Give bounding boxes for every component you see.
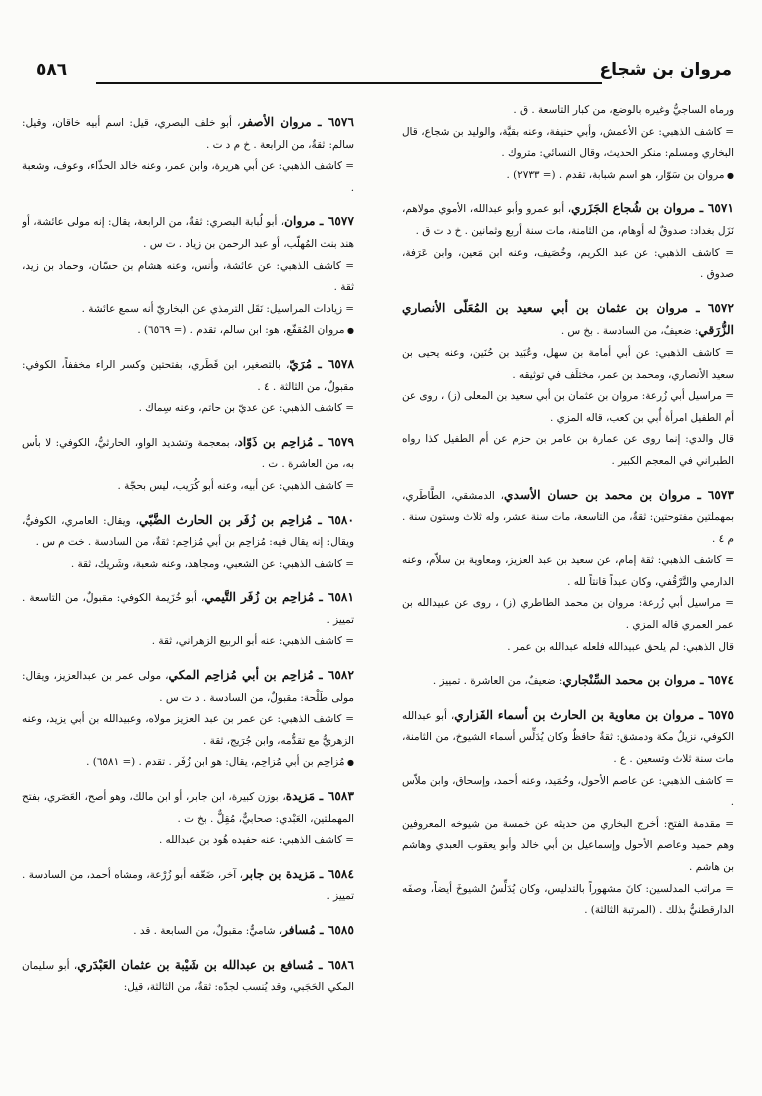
entry-heading: ٦٥٨٠ ـ مُزاحِم بن زُفَر بن الحارث الضَّبّي — [138, 512, 354, 527]
entry-heading: ٦٥٧٩ ـ مُزاحِم بن ذَوّاد — [237, 434, 354, 449]
entry-text: : ضعيفٌ، من العاشرة . تمييز . — [432, 675, 563, 688]
entry-heading: ٦٥٨٤ ـ مَزيدة بن جابر — [243, 866, 354, 881]
right-column — [402, 100, 734, 1080]
biography-entry — [22, 920, 354, 943]
entry-text: مُزاحِم بن أبي مُزاحِم، يقال: هو ابن زُفَر . تقدم . (= ٦٥٨١) . — [86, 756, 345, 769]
entry-heading: ٦٥٨١ ـ مُزاحِم بن زُفَر التَّيمي — [204, 590, 354, 605]
entry-note — [22, 256, 354, 299]
entry-text: ، مولى عمر بن عبدالعزيز، ويقال: مولى طَلْحة: مقبولٌ، من السادسة . د ت س . — [22, 670, 354, 704]
entry-text: = كاشف الذهبي: عن عاصم الأحول، وحُمَيد، وعنه أحمد، وإسحاق، وابن ملاّس . — [402, 774, 734, 809]
cross-reference — [22, 320, 354, 342]
biography-entry — [22, 211, 354, 255]
entry-text: ، بمعجمة وتشديد الواو، الحارثيُّ، الكوفي: لا بأس به، من العاشرة . ت . — [22, 436, 354, 471]
entry-note — [22, 554, 354, 576]
entry-text: = كاشف الذهبي: عن أبيه، وعنه أبو كُرَيب، ليس بحجّة . — [117, 479, 354, 492]
entry-text: مروان بن سَوّار، هو اسم شبابة، تقدم . (= ٢٧٣٣) . — [506, 168, 725, 181]
entry-text: ، أبو عمرو وأبو عبدالله، الأموي مولاهم، نَزَل بغداد: صدوقٌ له أوهام، من الثامنة، مات سنة أربع وثمانين . خ د ت ق . — [402, 203, 734, 237]
entry-heading: ٦٥٨٥ ـ مُسافر — [282, 923, 354, 937]
entry-note — [402, 386, 734, 429]
entry-note — [402, 879, 734, 922]
entry-text: ، الدمشقي، الطَّاطَري، بمهملتين مفتوحتين: ثقةٌ، من التاسعة، مات سنة عشر، وله ثلاث وستون سنة . م ٤ . — [402, 489, 734, 545]
entry-text: = زيادات المراسيل: نَقَل الترمذي عن البخاريّ أنه سمع عائشة . — [81, 302, 354, 315]
header-rule — [96, 82, 602, 84]
entry-heading: ٦٥٧٢ ـ مروان بن عثمان بن أبي سعيد بن المُعَلّى الأنصاري الزُّرَقي — [402, 300, 734, 338]
entry-text: = كاشف الذهبي: عن الأعمش، وأبي حنيفة، وعنه بقيَّة، والوليد بن شجاع، قال البخاري ومسلم: منكر الحديث، وقال النسائي: متروك . — [402, 125, 734, 160]
entry-note — [22, 156, 354, 199]
biography-entry — [402, 198, 734, 242]
entry-text: = كاشف الذهبي: عن أبي هريرة، وابن عمر، وعنه خالد الحذّاء، وعوف، وشعبة . — [22, 160, 354, 194]
left-column — [22, 100, 354, 1080]
entry-text: = كاشف الذهبي: عن عبد الكريم، وخُصَيف، وعنه ابن مَعين، وابن عَرَفة، صدوق . — [402, 246, 734, 281]
entry-note — [402, 814, 734, 879]
entry-note — [402, 771, 734, 814]
entry-text: ورماه الساجيُّ وغيره بالوضع، من كبار التاسعة . ق . — [513, 104, 734, 116]
entry-heading: ٦٥٨٦ ـ مُسافع بن عبدالله بن شَيْبة بن عثمان العَبْدَري — [77, 957, 354, 972]
biography-entry — [22, 354, 354, 398]
entry-text: = كاشف الذهبي: ثقة إمام، عن سعيد بن عبد العزيز، ومعاوية بن سلاّم، وعنه الدارمي والتَّرْقُفي، وكان عبداً قانتاً لله . — [402, 554, 734, 588]
biography-entry — [22, 510, 354, 554]
entry-note — [402, 343, 734, 386]
entry-heading: ٦٥٧٦ ـ مروان الأصفر — [240, 115, 354, 129]
entry-note — [402, 550, 734, 593]
entry-text: : ضعيفٌ، من السادسة . بخ س . — [560, 325, 699, 338]
entry-note — [22, 631, 354, 653]
biography-entry — [22, 786, 354, 830]
entry-note — [22, 709, 354, 752]
entry-text: = كاشف الذهبي: عنه حفيده هُود بن عبدالله . — [158, 834, 354, 847]
biography-entry — [22, 955, 354, 999]
entry-text: ، أبو خلف البصري، قيل: اسم أبيه خاقان، وقيل: سالم: ثقةٌ، من الرابعة . خ م د ت . — [22, 117, 354, 151]
biography-entry — [402, 298, 734, 343]
entry-text: = مراسيل أبي زُرعة: مروان بن محمد الطاطري (ز) ، روى عن عبيدالله بن عمر العمري قاله المزي . — [402, 597, 734, 632]
entry-text: مروان المُقفّع، هو: ابن سالم، تقدم . (= ٦٥٦٩) . — [137, 324, 345, 337]
entry-note — [402, 429, 734, 472]
entry-text: قال والدي: إنما روى عن عمارة بن عامر بن حزم عن أم الطفيل كذا رواه الطبراني في المعجم الكبير . — [402, 433, 734, 467]
entry-heading: ٦٥٨٣ ـ مَزيدة — [285, 789, 354, 804]
entry-text: = كاشف الذهبي: عن عمر بن عبد العزيز مولاه، وعبيدالله بن أبي يزيد، وعنه الزهريُّ مع تقدُّمه، وابن جُرَيج، ثقة . — [22, 713, 354, 747]
entry-note — [22, 830, 354, 852]
cross-reference — [402, 165, 734, 187]
entry-text: ، شاميٌّ: مقبولٌ، من السابعة . قد . — [133, 925, 283, 937]
entry-text: ، أبو عبدالله الكوفي، نزيلُ مكة ودمشق: ثقةٌ حافظٌ وكان يُدَلِّس أسماء الشيوخ، من الثامنة، مات سنة ثلاث وتسعين . ع . — [402, 709, 734, 766]
entry-heading: ٦٥٨٢ ـ مُزاحِم بن أبي مُزاحِم المكي — [168, 668, 354, 683]
entry-note — [22, 476, 354, 498]
entry-note — [22, 398, 354, 420]
page-header — [36, 60, 732, 94]
entry-text: ، أبو لُبابة البصري: ثقةٌ، من الرابعة، يقال: إنه مولى عائشة، أو هند بنت المُهلّب، أو عبد الرحمن بن زياد . ت س . — [22, 216, 354, 250]
biography-entry — [402, 705, 734, 771]
entry-text: = كاشف الذهبي: عن عائشة، وأنس، وعنه هشام بن حسّان، وحماد بن زيد، ثقة . — [22, 259, 354, 294]
entry-note — [402, 593, 734, 636]
entry-text: ، أبو سليمان المكي الحَجَبي، وقد يُنسب لجدّه: ثقةٌ، من الثالثة، قيل: — [22, 959, 354, 994]
biography-entry — [402, 485, 734, 551]
biography-entry — [22, 665, 354, 709]
cross-reference — [22, 752, 354, 774]
biography-entry — [22, 587, 354, 631]
entry-text: = مراتب المدلسين: كانَ مشهوراً بالتدليس، وكان يُدَلِّسُ الشيوخَ أيضاً، وصفَه الدارقطنيُّ بذلك . (المرتبة الثالثة) . — [402, 882, 734, 917]
entry-text: ، ويقال: العامري، الكوفيُّ، ويقال: إنه يقال فيه: مُزاحِم بن أبي مُزاحِم: ثقةٌ، من السادسة . خت م س . — [22, 514, 354, 549]
biography-entry — [22, 112, 354, 156]
biography-entry — [402, 670, 734, 693]
entry-text: = كاشف الذهبي: عنه أبو الربيع الزهراني، ثقة . — [151, 635, 354, 648]
entry-text: = مقدمة الفتح: أخرج البخاري من حديثه عن خمسة من شيوخه المعروفين وهم حميد وعاصم الأحول وإسماعيل بن أبي خالد وأبو يعقوب العبدي وهاشم بن هاشم . — [402, 817, 734, 873]
entry-text: ، آخر، ضَعّفه أبو زُرْعة، ومشاه أحمد، من السادسة . تمييز . — [22, 868, 354, 903]
entry-heading: ٦٥٧٥ ـ مروان بن معاوية بن الحارث بن أسماء الفَزاري — [454, 707, 734, 722]
entry-text: ، بوزن كبيرة، ابن جابر، أو ابن مالك، وهو أصح، العَصَري، بفتح المهملتين، العَبْدي: صحابيٌّ، مُقِلٌّ . بخ ت . — [22, 791, 354, 825]
entry-text: قال الذهبي: لم يلحق عبيدالله فلعله عبدالله بن عمر . — [507, 640, 734, 653]
entry-text: = كاشف الذهبي: عن أبي أمامة بن سهل، وعُبَيد بن حُنَين، وعنه يحيى بن سعيد الأنصاري، ومحمد بن عمر، مختلَف في توثيقه . — [402, 346, 734, 381]
entry-heading: ٦٥٧٤ ـ مروان بن محمد السِّنْجاري — [562, 673, 734, 688]
biography-entry — [22, 864, 354, 908]
entry-note — [402, 243, 734, 286]
entry-text: ، أبو خُزَيمة الكوفي: مقبولٌ، من التاسعة . تمييز . — [22, 592, 354, 626]
page-number: ٥٨٦ — [36, 60, 68, 80]
entry-note — [22, 299, 354, 321]
entry-heading: ٦٥٧٧ ـ مروان — [284, 214, 354, 229]
entry-note — [402, 637, 734, 659]
biography-entry — [22, 432, 354, 476]
entry-note — [402, 100, 734, 122]
entry-text: = كاشف الذهبي: عن الشعبي، ومجاهد، وعنه شعبة، وشَريك، ثقة . — [70, 557, 354, 570]
entry-heading: ٦٥٧٣ ـ مروان بن محمد بن حسان الأسدي — [504, 487, 734, 502]
entry-text: = كاشف الذهبي: عن عديّ بن حاتم، وعنه سِماك . — [138, 402, 354, 415]
entry-note — [402, 122, 734, 165]
running-title: مروان بن شجاع — [599, 60, 732, 80]
entry-heading: ٦٥٧٨ ـ مُرَيّ — [289, 356, 354, 371]
entry-text: = مراسيل أبي زُرعة: مروان بن عثمان بن أبي سعيد بن المعلى (ز) ، روى عن أم الطفيل امرأة أُبي بن كعب، قاله المزي . — [402, 390, 734, 424]
entry-text: ، بالتصغير، ابن قَطَري، بفتحتين وكسر الراء مخففاً، الكوفي: مقبولٌ، من الثالثة . ٤ . — [22, 358, 354, 393]
entry-heading: ٦٥٧١ ـ مروان بن شُجاع الجَزَري — [571, 201, 734, 216]
